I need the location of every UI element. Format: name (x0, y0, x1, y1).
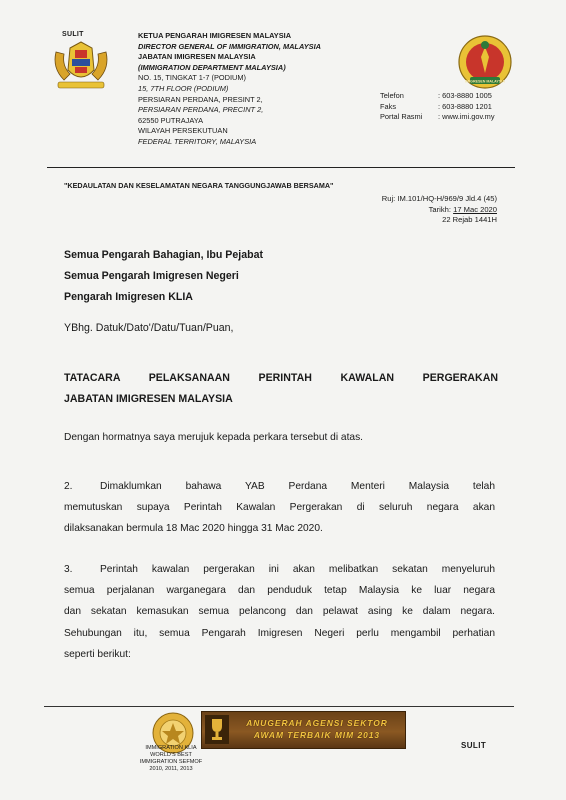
caption-line: IMMIGRATION KLIA (145, 745, 197, 751)
paragraph-line: seperti berikut: (64, 648, 131, 660)
header-divider (47, 167, 515, 168)
contact-value: : www.imi.gov.my (438, 112, 495, 122)
contact-label: Portal Rasmi (380, 112, 423, 122)
reference-date (382, 205, 497, 216)
paragraph-line (64, 476, 495, 497)
contact-block (380, 91, 495, 123)
letterhead-line: JABATAN IMIGRESEN MALAYSIA (138, 52, 256, 62)
paragraph-line: semua perjalanan warganegara dan penduduk tetap Malaysia ke luar negara (64, 585, 495, 597)
date-value: 17 Mac 2020 (453, 204, 497, 214)
letterhead-line: (IMMIGRATION DEPARTMENT MALAYSIA) (138, 62, 286, 72)
recipient: Pengarah Imigresen KLIA (64, 291, 193, 303)
paragraph-line (64, 559, 495, 580)
date-label: Tarikh: (428, 204, 454, 214)
contact-row-fax (380, 102, 495, 113)
paragraph-1: Dengan hormatnya saya merujuk kepada perkara tersebut di atas. (64, 432, 364, 443)
award-trophy-icon (205, 715, 229, 744)
letterhead-line: NO. 15, TINGKAT 1-7 (PODIUM) (138, 73, 247, 83)
paragraph-2 (64, 476, 495, 540)
subject-line: JABATAN IMIGRESEN MALAYSIA (64, 393, 233, 405)
paragraph-3 (64, 559, 495, 665)
salutation: YBhg. Datuk/Dato'/Datu/Tuan/Puan, (64, 322, 234, 334)
subject-line: TATACARA PELAKSANAAN PERINTAH KAWALAN PERGERAKAN (64, 372, 498, 384)
recipients (64, 245, 263, 308)
paragraph-line: memutuskan supaya Perintah Kawalan Pergerakan di seluruh negara akan (64, 502, 495, 514)
reference-number (382, 194, 497, 205)
caption-line: IMMIGRATION SEFMOF (139, 759, 203, 765)
recipient: Semua Pengarah Imigresen Negeri (64, 270, 239, 282)
letterhead-line: FEDERAL TERRITORY, MALAYSIA (138, 136, 257, 146)
caption-line: 2010, 2011, 2013 (149, 766, 193, 772)
letterhead-line: 15, 7TH FLOOR (PODIUM) (138, 83, 229, 93)
reference-block (382, 194, 497, 226)
paragraph-number: 2. (64, 481, 73, 492)
contact-value: : 603-8880 1201 (438, 101, 492, 111)
contact-value: : 603-8880 1005 (438, 91, 492, 100)
award-banner (201, 711, 406, 749)
paragraph-line: dilaksanakan bermula 18 Mac 2020 hingga 31 Mac 2020. (64, 523, 323, 535)
motto: "KEDAULATAN DAN KESELAMATAN NEGARA TANGGUNGJAWAB BERSAMA" (64, 181, 334, 190)
paragraph-text: Dimaklumkan bahawa YAB Perdana Menteri Malaysia telah (100, 481, 495, 492)
emblem-label: IMIGRESEN MALAYSIA (465, 79, 505, 84)
letterhead-line: WILAYAH PERSEKUTUAN (138, 126, 228, 136)
paragraph-text: Perintah kawalan pergerakan ini akan melibatkan sekatan menyeluruh (100, 564, 495, 575)
footer-caption (120, 745, 222, 773)
recipient: Semua Pengarah Bahagian, Ibu Pejabat (64, 249, 263, 261)
contact-label: Faks (380, 101, 397, 111)
contact-label: Telefon (380, 91, 404, 100)
letterhead-line: PERSIARAN PERDANA, PRECINT 2, (138, 105, 264, 115)
letterhead-line: KETUA PENGARAH IMIGRESEN MALAYSIA (138, 31, 292, 40)
contact-row-phone (380, 91, 495, 102)
coat-of-arms-icon (48, 40, 114, 90)
letterhead-line: DIRECTOR GENERAL OF IMMIGRATION, MALAYSIA (138, 41, 321, 51)
letterhead-line: PERSIARAN PERDANA, PRESINT 2, (138, 94, 263, 104)
immigration-emblem-icon (456, 33, 514, 91)
hijri-date: 22 Rejab 1441H (442, 215, 497, 225)
letterhead-line: 62550 PUTRAJAYA (138, 115, 204, 125)
award-line: AWAM TERBAIK MIM 2013 (253, 730, 381, 740)
classification-bottom: SULIT (461, 741, 487, 750)
classification-top: SULIT (62, 31, 84, 38)
award-text (234, 717, 400, 741)
footer-divider (44, 706, 514, 707)
reference-value: IM.101/HQ-H/969/9 Jld.4 (45) (397, 194, 497, 203)
contact-row-portal (380, 112, 495, 123)
paragraph-line: Sehubungan itu, semua Pengarah Imigresen Negeri perlu mengambil perhatian (64, 627, 495, 639)
paragraph-number: 3. (64, 564, 73, 575)
paragraph-line: dan sekatan kemasukan semua pelancong dan pelawat asing ke dalam negara. (64, 606, 495, 618)
letterhead-address (138, 31, 388, 148)
award-line: ANUGERAH AGENSI SEKTOR (246, 718, 388, 728)
subject-heading (64, 368, 498, 410)
caption-line: WORLD'S BEST (150, 752, 192, 758)
reference-label: Ruj: (381, 194, 398, 203)
